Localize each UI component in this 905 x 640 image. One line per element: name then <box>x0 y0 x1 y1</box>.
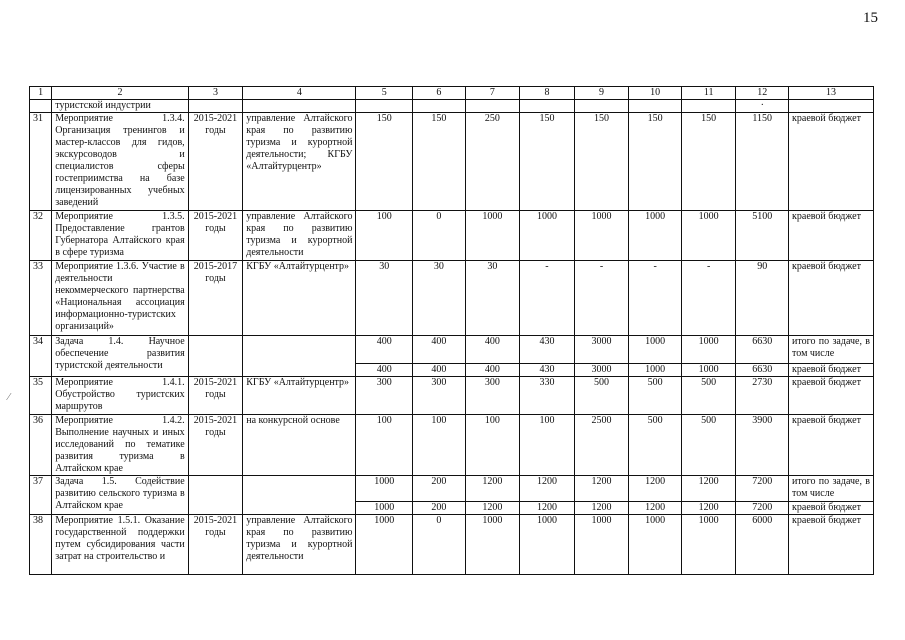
value-cell: 300 <box>356 377 413 415</box>
value-cell: 1000 <box>574 515 629 575</box>
value-cell: 30 <box>465 261 520 336</box>
activity-name: Задача 1.4. Научное обеспечение развития туристской деятельности <box>52 336 188 377</box>
value-cell: 1000 <box>681 336 736 364</box>
row-number: 35 <box>30 377 52 415</box>
value-cell: 1000 <box>356 502 413 515</box>
executor <box>243 336 356 377</box>
period: 2015-2021 годы <box>188 113 243 211</box>
value-cell: 1000 <box>629 364 682 377</box>
table-row <box>30 415 874 476</box>
value-cell: 0 <box>413 515 466 575</box>
row-number: 33 <box>30 261 52 336</box>
funding-source: итого по задаче, в том числе <box>789 476 874 502</box>
value-cell: 1200 <box>520 502 575 515</box>
value-cell: 300 <box>465 377 520 415</box>
value-cell: 150 <box>574 113 629 211</box>
period: 2015-2017 годы <box>188 261 243 336</box>
funding-source: краевой бюджет <box>789 502 874 515</box>
value-cell: 2500 <box>574 415 629 476</box>
period: 2015-2021 годы <box>188 211 243 261</box>
column-header: 9 <box>574 87 629 100</box>
period: 2015-2021 годы <box>188 377 243 415</box>
value-cell: 3000 <box>574 336 629 364</box>
value-cell: 6630 <box>736 364 789 377</box>
row-number: 32 <box>30 211 52 261</box>
funding-source: краевой бюджет <box>789 364 874 377</box>
value-cell: 7200 <box>736 502 789 515</box>
value-cell: 500 <box>629 377 682 415</box>
table-row <box>30 211 874 261</box>
value-cell: 1200 <box>465 502 520 515</box>
value-cell: 1000 <box>629 211 682 261</box>
value-cell: 1000 <box>520 211 575 261</box>
continued-mark: · <box>736 100 789 113</box>
value-cell: 1200 <box>681 502 736 515</box>
value-cell: 500 <box>681 415 736 476</box>
value-cell: 150 <box>681 113 736 211</box>
value-cell: 150 <box>520 113 575 211</box>
value-cell: 1200 <box>629 502 682 515</box>
value-cell: 1200 <box>574 476 629 502</box>
row-number: 34 <box>30 336 52 377</box>
value-cell: 1000 <box>629 515 682 575</box>
column-header: 10 <box>629 87 682 100</box>
executor: на конкурсной основе <box>243 415 356 476</box>
value-cell: 1000 <box>681 515 736 575</box>
table-row <box>30 515 874 575</box>
value-cell: 1000 <box>356 515 413 575</box>
value-cell: 100 <box>356 415 413 476</box>
program-table <box>29 86 874 575</box>
value-cell: 6630 <box>736 336 789 364</box>
row-number: 37 <box>30 476 52 515</box>
value-cell: 30 <box>413 261 466 336</box>
page-number: 15 <box>863 10 878 26</box>
value-cell: 150 <box>629 113 682 211</box>
value-cell: 500 <box>681 377 736 415</box>
period: 2015-2021 годы <box>188 415 243 476</box>
funding-source: краевой бюджет <box>789 113 874 211</box>
value-cell: 1200 <box>520 476 575 502</box>
executor: управление Алтайского края по развитию туризма и курортной деятельности; КГБУ «Алтайтурцентр» <box>243 113 356 211</box>
value-cell: 200 <box>413 502 466 515</box>
column-header: 13 <box>789 87 874 100</box>
value-cell: 100 <box>520 415 575 476</box>
activity-name: Мероприятие 1.4.2. Выполнение научных и иных исследований по тематике развития туризма в Алтайском крае <box>52 415 188 476</box>
executor: КГБУ «Алтайтурцентр» <box>243 377 356 415</box>
value-cell: 1150 <box>736 113 789 211</box>
funding-source: итого по задаче, в том числе <box>789 336 874 364</box>
funding-source: краевой бюджет <box>789 261 874 336</box>
value-cell: - <box>520 261 575 336</box>
value-cell: 7200 <box>736 476 789 502</box>
value-cell: 250 <box>465 113 520 211</box>
value-cell: 100 <box>413 415 466 476</box>
scan-mark: ⁄ <box>8 392 10 403</box>
value-cell: - <box>629 261 682 336</box>
value-cell: 150 <box>356 113 413 211</box>
value-cell: 2730 <box>736 377 789 415</box>
activity-name: Мероприятие 1.3.6. Участие в деятельности некоммерческого партнерства «Национальная ассоциация информационно-туристских организаций» <box>52 261 188 336</box>
executor <box>243 476 356 515</box>
value-cell: 1000 <box>465 515 520 575</box>
value-cell: 5100 <box>736 211 789 261</box>
funding-source: краевой бюджет <box>789 211 874 261</box>
value-cell: - <box>681 261 736 336</box>
value-cell: 1000 <box>681 364 736 377</box>
executor: управление Алтайского края по развитию туризма и курортной деятельности <box>243 515 356 575</box>
column-header: 5 <box>356 87 413 100</box>
value-cell: 90 <box>736 261 789 336</box>
value-cell: 1000 <box>681 211 736 261</box>
table-row <box>30 476 874 502</box>
column-header: 1 <box>30 87 52 100</box>
row-number: 31 <box>30 113 52 211</box>
activity-name: Мероприятие 1.3.5. Предоставление грантов Губернатора Алтайского края в сфере туризма <box>52 211 188 261</box>
column-header: 4 <box>243 87 356 100</box>
value-cell: 1000 <box>356 476 413 502</box>
value-cell: 200 <box>413 476 466 502</box>
value-cell: 1000 <box>465 211 520 261</box>
table-row <box>30 336 874 364</box>
column-header: 6 <box>413 87 466 100</box>
value-cell: 500 <box>574 377 629 415</box>
value-cell: 150 <box>413 113 466 211</box>
value-cell: 400 <box>356 364 413 377</box>
column-header: 2 <box>52 87 188 100</box>
value-cell: 1200 <box>465 476 520 502</box>
table-row <box>30 261 874 336</box>
executor: управление Алтайского края по развитию туризма и курортной деятельности <box>243 211 356 261</box>
value-cell: 6000 <box>736 515 789 575</box>
value-cell: 400 <box>465 364 520 377</box>
value-cell: - <box>574 261 629 336</box>
value-cell: 30 <box>356 261 413 336</box>
period <box>188 476 243 515</box>
activity-name: Задача 1.5. Содействие развитию сельского туризма в Алтайском крае <box>52 476 188 515</box>
table-row <box>30 377 874 415</box>
value-cell: 400 <box>356 336 413 364</box>
column-header: 7 <box>465 87 520 100</box>
table-row <box>30 113 874 211</box>
continued-row <box>30 100 874 113</box>
activity-name: Мероприятие 1.4.1. Обустройство туристских маршрутов <box>52 377 188 415</box>
value-cell: 3900 <box>736 415 789 476</box>
value-cell: 1200 <box>681 476 736 502</box>
value-cell: 300 <box>413 377 466 415</box>
column-header: 11 <box>681 87 736 100</box>
activity-name: Мероприятие 1.5.1. Оказание государственной поддержки путем субсидирования части затрат на строительство и <box>52 515 188 575</box>
value-cell: 100 <box>465 415 520 476</box>
funding-source: краевой бюджет <box>789 515 874 575</box>
value-cell: 330 <box>520 377 575 415</box>
funding-source: краевой бюджет <box>789 377 874 415</box>
activity-name: Мероприятие 1.3.4. Организация тренингов и мастер-классов для гидов, экскурсоводов и специалистов сферы гостеприимства на базе лицензированных учебных заведений <box>52 113 188 211</box>
value-cell: 0 <box>413 211 466 261</box>
executor: КГБУ «Алтайтурцентр» <box>243 261 356 336</box>
column-header: 12 <box>736 87 789 100</box>
column-header: 3 <box>188 87 243 100</box>
value-cell: 1200 <box>574 502 629 515</box>
period <box>188 336 243 377</box>
value-cell: 1000 <box>629 336 682 364</box>
column-number-header-row <box>30 87 874 100</box>
value-cell: 1000 <box>520 515 575 575</box>
row-number: 38 <box>30 515 52 575</box>
value-cell: 400 <box>413 336 466 364</box>
funding-source: краевой бюджет <box>789 415 874 476</box>
period: 2015-2021 годы <box>188 515 243 575</box>
value-cell: 400 <box>465 336 520 364</box>
column-header: 8 <box>520 87 575 100</box>
continued-text: туристской индустрии <box>52 100 188 113</box>
value-cell: 430 <box>520 336 575 364</box>
value-cell: 430 <box>520 364 575 377</box>
value-cell: 3000 <box>574 364 629 377</box>
value-cell: 400 <box>413 364 466 377</box>
value-cell: 100 <box>356 211 413 261</box>
row-number: 36 <box>30 415 52 476</box>
value-cell: 500 <box>629 415 682 476</box>
value-cell: 1000 <box>574 211 629 261</box>
value-cell: 1200 <box>629 476 682 502</box>
